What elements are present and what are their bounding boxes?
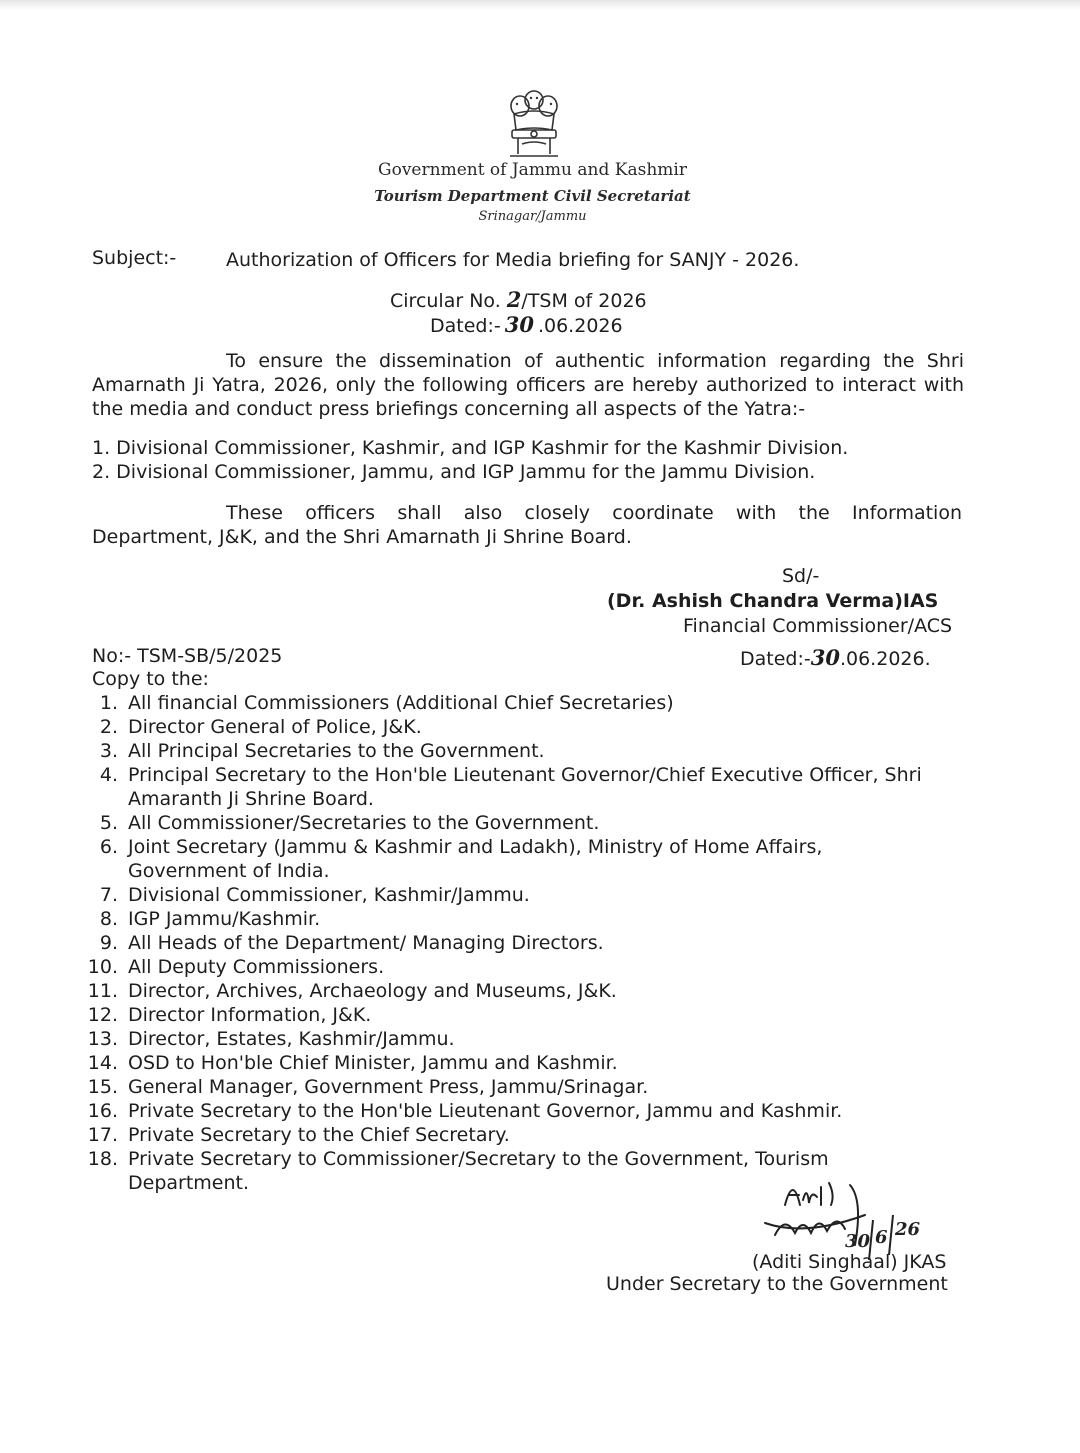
copy-list-number: 18. <box>87 1148 118 1170</box>
copy-list-item <box>80 836 822 858</box>
signatory-designation: Financial Commissioner/ACS <box>683 615 953 637</box>
national-emblem-icon <box>500 86 568 162</box>
handwritten-signature <box>745 1165 930 1265</box>
copy-list-text: Private Secretary to the Chief Secretary. <box>128 1124 510 1146</box>
circular-dated-suffix: .06.2026 <box>537 315 623 337</box>
copy-list-item <box>80 812 599 834</box>
authorized-officer-2: 2. Divisional Commissioner, Jammu, and IGP Jammu for the Jammu Division. <box>92 461 816 483</box>
copy-list-item <box>80 1124 510 1146</box>
copy-list-number: 8. <box>99 908 118 930</box>
copy-list-number: 12. <box>87 1004 118 1026</box>
copy-list-item <box>80 740 545 762</box>
paragraph-1-line-2: Amarnath Ji Yatra, 2026, only the following officers are hereby authorized to interact with <box>92 374 964 396</box>
circular-suffix: /TSM of 2026 <box>521 290 647 312</box>
undersigned-designation: Under Secretary to the Government <box>606 1273 948 1295</box>
copy-list-text: IGP Jammu/Kashmir. <box>128 908 321 930</box>
copy-list-item <box>80 1052 618 1074</box>
copy-list-item <box>80 764 922 786</box>
paragraph-2-line-2: Department, J&K, and the Shri Amarnath Ji Shrine Board. <box>92 526 632 548</box>
reference-dated-prefix: Dated:- <box>740 648 811 670</box>
circular-prefix: Circular No. <box>390 290 501 312</box>
copy-list-item <box>80 1076 648 1098</box>
subject-label: Subject:- <box>92 247 177 269</box>
copy-list-number: 10. <box>87 956 118 978</box>
copy-list-text: Director, Archives, Archaeology and Museums, J&K. <box>128 980 617 1002</box>
paragraph-1-line-1: To ensure the dissemination of authentic information regarding the Shri <box>226 350 964 372</box>
reference-number: No:- TSM-SB/5/2025 <box>92 645 283 667</box>
department-location: Srinagar/Jammu <box>478 209 587 224</box>
copy-list-number: 17. <box>87 1124 118 1146</box>
circular-number-handwritten: 2 <box>506 287 522 312</box>
copy-list-number: 11. <box>87 980 118 1002</box>
authorized-officer-1: 1. Divisional Commissioner, Kashmir, and IGP Kashmir for the Kashmir Division. <box>92 437 849 459</box>
copy-list-text: Government of India. <box>128 860 330 882</box>
copy-list-text: Director, Estates, Kashmir/Jammu. <box>128 1028 455 1050</box>
circular-date-handwritten: 30 <box>504 312 534 337</box>
copy-list-text: Director Information, J&K. <box>128 1004 372 1026</box>
copy-list-item <box>80 884 530 906</box>
copy-list-item <box>80 1100 842 1122</box>
copy-list-number: 1. <box>99 692 118 714</box>
copy-list-item <box>80 692 674 714</box>
copy-list-text: Department. <box>128 1172 250 1194</box>
paragraph-1-line-3: the media and conduct press briefings concerning all aspects of the Yatra:- <box>92 398 806 420</box>
copy-list-text: Private Secretary to the Hon'ble Lieutenant Governor, Jammu and Kashmir. <box>128 1100 843 1122</box>
copy-list-item <box>80 860 330 882</box>
copy-list-number: 16. <box>87 1100 118 1122</box>
copy-list-text: General Manager, Government Press, Jammu/Srinagar. <box>128 1076 649 1098</box>
copy-list-text: Amaranth Ji Shrine Board. <box>128 788 374 810</box>
department-name: Tourism Department Civil Secretariat <box>374 187 691 205</box>
copy-list-item <box>80 1004 371 1026</box>
svg-text:30: 30 <box>845 1231 871 1252</box>
svg-text:6: 6 <box>875 1227 888 1248</box>
circular-number <box>390 287 647 312</box>
copy-list-number: 9. <box>99 932 118 954</box>
copy-list-item <box>80 1172 249 1194</box>
copy-list-text: OSD to Hon'ble Chief Minister, Jammu and Kashmir. <box>128 1052 618 1074</box>
svg-text:26: 26 <box>895 1219 921 1240</box>
copy-list-item <box>80 932 604 954</box>
copy-list-number: 3. <box>99 740 118 762</box>
copy-list-number: 15. <box>87 1076 118 1098</box>
copy-list-text: Principal Secretary to the Hon'ble Lieutenant Governor/Chief Executive Officer, Shri <box>128 764 922 786</box>
copy-list-item <box>80 1148 829 1170</box>
copy-list-item <box>80 788 374 810</box>
scan-edge <box>0 0 1080 10</box>
copy-list-item <box>80 956 384 978</box>
circular-dated-prefix: Dated:- <box>430 315 501 337</box>
copy-list-number: 7. <box>99 884 118 906</box>
copy-list-number: 13. <box>87 1028 118 1050</box>
copy-list-text: Private Secretary to Commissioner/Secretary to the Government, Tourism <box>128 1148 829 1170</box>
reference-dated-suffix: .06.2026. <box>839 648 931 670</box>
copy-list-item <box>80 908 320 930</box>
reference-date-handwritten: 30 <box>810 645 840 670</box>
copy-list-item <box>80 1028 455 1050</box>
copy-list-number: 4. <box>99 764 118 786</box>
copy-list-number: 6. <box>99 836 118 858</box>
copy-list-text: All Heads of the Department/ Managing Directors. <box>128 932 604 954</box>
signatory-name: (Dr. Ashish Chandra Verma)IAS <box>607 590 939 612</box>
copy-list-text: All financial Commissioners (Additional Chief Secretaries) <box>128 692 674 714</box>
copy-list-number: 14. <box>87 1052 118 1074</box>
copy-list-number: 2. <box>99 716 118 738</box>
circular-date <box>430 312 623 337</box>
undersigned-name: (Aditi Singhaal) JKAS <box>752 1251 947 1273</box>
copy-list-text: Divisional Commissioner, Kashmir/Jammu. <box>128 884 530 906</box>
subject-text: Authorization of Officers for Media briefing for SANJY - 2026. <box>226 249 800 271</box>
copy-list-item <box>80 716 422 738</box>
government-name: Government of Jammu and Kashmir <box>378 160 687 180</box>
copy-list-text: All Principal Secretaries to the Government. <box>128 740 545 762</box>
copy-list-text: All Commissioner/Secretaries to the Government. <box>128 812 600 834</box>
copy-list-number: 5. <box>99 812 118 834</box>
copy-list-text: All Deputy Commissioners. <box>128 956 385 978</box>
paragraph-2-line-1: These officers shall also closely coordinate with the Information <box>226 502 962 524</box>
copy-list-text: Joint Secretary (Jammu & Kashmir and Ladakh), Ministry of Home Affairs, <box>128 836 823 858</box>
signatory-sd: Sd/- <box>782 565 820 587</box>
copy-list-item <box>80 980 617 1002</box>
copy-list-text: Director General of Police, J&K. <box>128 716 422 738</box>
copy-to-heading: Copy to the: <box>92 668 209 690</box>
reference-date <box>740 645 931 670</box>
